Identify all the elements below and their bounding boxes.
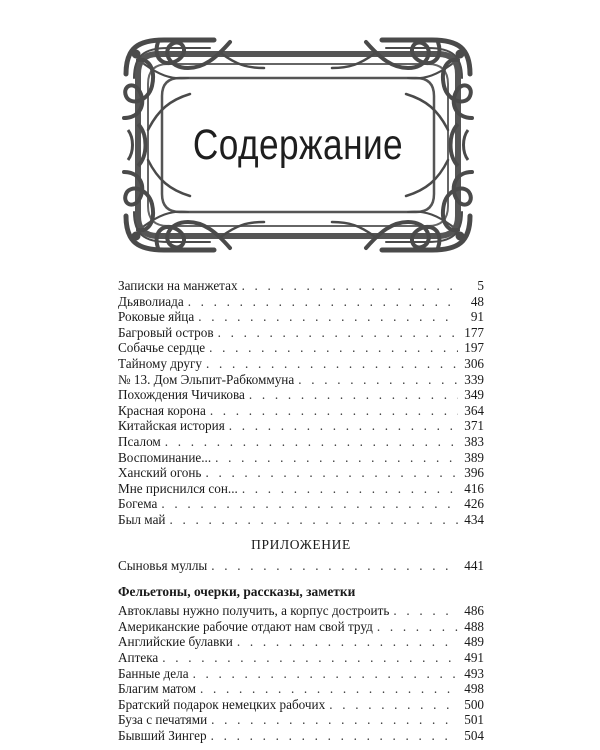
toc-entry-page: 493: [464, 665, 484, 681]
toc-entry: [118, 356, 484, 372]
ornamental-title-frame: [118, 34, 478, 256]
toc-entry-title: Сыновья муллы: [118, 558, 208, 574]
toc-entry: [118, 666, 484, 682]
toc-entry-title: Автоклавы нужно получить, а корпус достроить: [118, 603, 390, 619]
dot-leader: [393, 603, 458, 619]
toc-entry-page: 434: [464, 511, 484, 527]
dot-leader: [237, 634, 458, 650]
dot-leader: [229, 418, 458, 434]
toc-entry-title: Благим матом: [118, 681, 196, 697]
main-entries-list: [118, 278, 484, 528]
dot-leader: [165, 434, 458, 450]
dot-leader: [242, 278, 458, 294]
dot-leader: [211, 728, 458, 744]
toc-entry-page: 396: [464, 465, 484, 481]
toc-entry-page: 306: [464, 355, 484, 371]
toc-entry-page: 426: [464, 496, 484, 512]
dot-leader: [200, 681, 458, 697]
toc-entry-title: Красная корона: [118, 402, 206, 418]
toc-entry: [118, 340, 484, 356]
toc-entry-page: 5: [477, 278, 484, 293]
dot-leader: [169, 512, 458, 528]
toc-entry: [118, 450, 484, 466]
dot-leader: [205, 465, 458, 481]
toc-entry-page: 364: [464, 402, 484, 418]
toc-entry-page: 501: [464, 712, 484, 728]
toc-entry-title: Банные дела: [118, 665, 189, 681]
toc-entry-page: 197: [464, 340, 484, 356]
dot-leader: [211, 712, 458, 728]
toc-entry: [118, 309, 484, 325]
dot-leader: [249, 387, 458, 403]
toc-entry-title: Роковые яйца: [118, 309, 195, 325]
toc-entry: [118, 697, 484, 713]
toc-entry-page: 498: [464, 681, 484, 697]
toc-entry: [118, 681, 484, 697]
toc-entry: [118, 481, 484, 497]
toc-entry: [118, 512, 484, 528]
toc-entry-page: 383: [464, 433, 484, 449]
toc-entry-page: 504: [464, 728, 484, 744]
toc-entry-title: Ханский огонь: [118, 465, 202, 481]
table-of-contents: [118, 278, 484, 744]
toc-entry-page: 339: [464, 371, 484, 387]
toc-entry-page: 488: [464, 618, 484, 634]
toc-entry-title: Багровый остров: [118, 324, 214, 340]
toc-entry-title: Братский подарок немецких рабочих: [118, 696, 326, 712]
page-title: Содержание: [192, 121, 404, 169]
dot-leader: [209, 340, 458, 356]
toc-entry-title: Китайская история: [118, 418, 225, 434]
dot-leader: [218, 325, 458, 341]
toc-entry-page: 491: [464, 650, 484, 666]
dot-leader: [242, 481, 458, 497]
dot-leader: [198, 309, 458, 325]
toc-entry-title: Бывший Зингер: [118, 728, 207, 744]
toc-entry-page: 177: [464, 324, 484, 340]
feuilletons-subheading: Фельетоны, очерки, рассказы, заметки: [118, 583, 356, 599]
toc-entry-title: Богема: [118, 496, 158, 512]
dot-leader: [193, 666, 458, 682]
toc-entry: [118, 634, 484, 650]
feuilleton-entries-list: [118, 603, 484, 743]
toc-entry: [118, 387, 484, 403]
toc-entry: [118, 603, 484, 619]
toc-entry-title: Псалом: [118, 433, 161, 449]
dot-leader: [215, 450, 458, 466]
toc-entry-title: Буза с печатями: [118, 712, 208, 728]
dot-leader: [298, 372, 458, 388]
dot-leader: [329, 697, 458, 713]
toc-entry-title: Воспоминание...: [118, 449, 212, 465]
toc-entry-title: Был май: [118, 511, 166, 527]
toc-entry: [118, 496, 484, 512]
toc-entry-title: Дьяволиада: [118, 293, 184, 309]
appendix-entries-list: [118, 558, 484, 574]
dot-leader: [377, 619, 458, 635]
toc-entry-page: 389: [464, 449, 484, 465]
dot-leader: [188, 294, 458, 310]
toc-entry: [118, 712, 484, 728]
toc-entry: [118, 558, 484, 574]
toc-entry-title: № 13. Дом Эльпит-Рабкоммуна: [118, 371, 295, 387]
dot-leader: [206, 356, 458, 372]
toc-entry: [118, 650, 484, 666]
toc-entry: [118, 294, 484, 310]
dot-leader: [211, 558, 458, 574]
toc-entry: [118, 403, 484, 419]
toc-entry: [118, 728, 484, 744]
toc-entry: [118, 418, 484, 434]
toc-entry: [118, 465, 484, 481]
toc-entry-title: Тайному другу: [118, 355, 202, 371]
dot-leader: [161, 496, 458, 512]
toc-entry-page: 441: [464, 558, 484, 574]
toc-entry-title: Мне приснился сон...: [118, 480, 238, 496]
toc-entry-page: 349: [464, 387, 484, 403]
toc-entry-title: Собачье сердце: [118, 340, 206, 356]
toc-entry-title: Американские рабочие отдают нам свой труд: [118, 618, 373, 634]
toc-entry-title: Аптека: [118, 650, 159, 666]
toc-entry: [118, 278, 484, 294]
toc-entry: [118, 434, 484, 450]
toc-entry: [118, 325, 484, 341]
toc-entry: [118, 372, 484, 388]
toc-entry-page: 371: [464, 418, 484, 434]
toc-entry: [118, 619, 484, 635]
appendix-heading: ПРИЛОЖЕНИЕ: [251, 536, 351, 552]
dot-leader: [210, 403, 458, 419]
toc-entry-page: 500: [464, 696, 484, 712]
toc-entry-page: 48: [470, 293, 484, 309]
dot-leader: [162, 650, 458, 666]
toc-entry-page: 486: [464, 603, 484, 619]
toc-entry-title: Записки на манжетах: [118, 278, 238, 293]
toc-entry-title: Похождения Чичикова: [118, 387, 245, 403]
toc-entry-page: 416: [464, 480, 484, 496]
toc-entry-title: Английские булавки: [118, 634, 233, 650]
toc-entry-page: 489: [464, 634, 484, 650]
toc-entry-page: 91: [470, 309, 484, 325]
